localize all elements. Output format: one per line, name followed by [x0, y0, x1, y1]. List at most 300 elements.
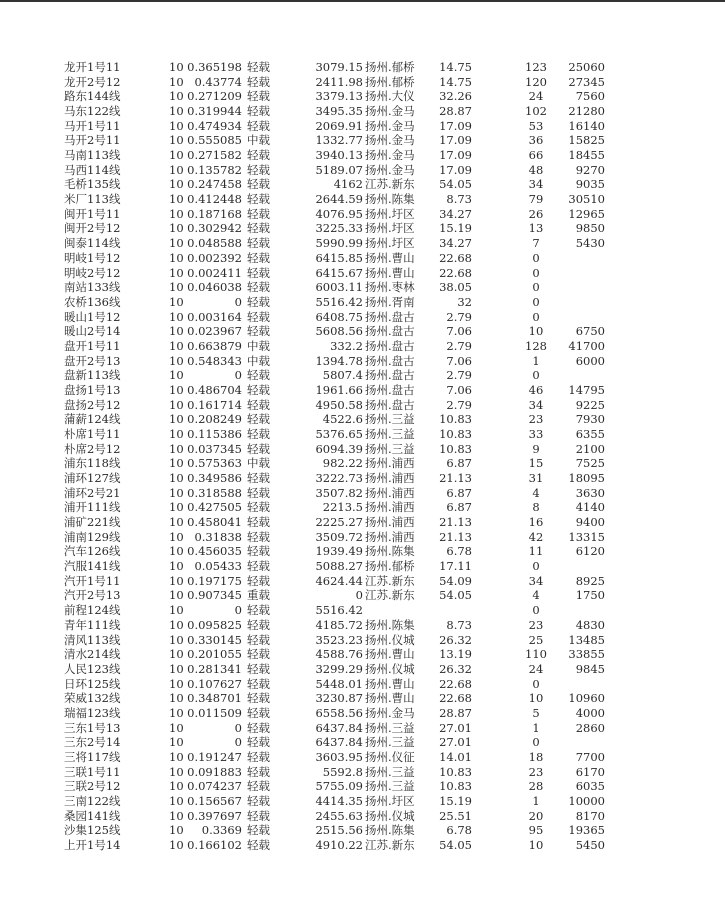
voltage-cell: 10: [169, 441, 184, 456]
voltage-cell: 10: [169, 676, 184, 691]
distance-cell: 8.73: [446, 192, 472, 207]
load-rate-cell: 0.135782: [187, 162, 242, 177]
line-name-cell: 朴席1号11: [64, 427, 121, 441]
capacity-cell: 7560: [575, 89, 605, 104]
load-rate-cell: 0.271209: [187, 89, 242, 104]
voltage-cell: 10: [169, 177, 184, 192]
voltage-cell: 10: [169, 588, 184, 603]
load-rate-cell: 0.247458: [187, 177, 242, 192]
count-cell: 20: [528, 808, 544, 823]
table-row: [0, 471, 725, 486]
distance-cell: 10.83: [439, 412, 472, 427]
table-row: [0, 368, 725, 383]
count-cell: 25: [528, 632, 544, 647]
count-cell: 0: [532, 603, 540, 618]
table-row: [0, 251, 725, 266]
distance-cell: 17.09: [439, 148, 472, 163]
table-row: [0, 207, 725, 222]
count-cell: 11: [528, 544, 544, 559]
voltage-cell: 10: [169, 720, 184, 735]
capacity-margin-cell: 6558.56: [315, 705, 363, 720]
capacity-cell: 9270: [575, 162, 605, 177]
count-cell: 1: [532, 720, 540, 735]
substation-cell: 江苏.新东: [365, 838, 415, 853]
count-cell: 10: [528, 324, 544, 339]
substation-cell: 扬州.盘古: [365, 397, 415, 412]
capacity-margin-cell: 2455.63: [315, 808, 363, 823]
load-rate-cell: 0.166102: [187, 838, 242, 853]
load-rate-cell: 0.201055: [187, 647, 242, 662]
capacity-cell: 4140: [575, 500, 605, 515]
count-cell: 4: [532, 485, 540, 500]
capacity-margin-cell: 3222.73: [315, 471, 363, 486]
voltage-cell: 10: [169, 221, 184, 236]
table-row: [0, 295, 725, 310]
table-row: [0, 750, 725, 765]
distance-cell: 2.79: [446, 397, 472, 412]
load-status-cell: 轻载: [247, 705, 270, 720]
capacity-cell: 6750: [575, 324, 605, 339]
load-status-cell: 轻载: [247, 676, 270, 691]
voltage-cell: 10: [169, 133, 184, 148]
load-status-cell: 中载: [247, 133, 270, 148]
substation-cell: 扬州.金马: [365, 162, 415, 177]
count-cell: 66: [528, 148, 544, 163]
capacity-cell: 33855: [568, 647, 605, 662]
line-name-cell: 桑园141线: [64, 808, 121, 823]
capacity-margin-cell: 6094.39: [315, 441, 363, 456]
load-rate-cell: 0.156567: [187, 794, 242, 808]
substation-cell: 扬州.枣林: [365, 280, 415, 295]
count-cell: 5: [532, 705, 540, 720]
substation-cell: 扬州.圩区: [365, 206, 415, 221]
load-rate-cell: 0.037345: [187, 441, 242, 456]
load-rate-cell: 0: [234, 368, 242, 383]
table-row: [0, 691, 725, 706]
load-rate-cell: 0: [234, 603, 242, 618]
line-name-cell: 清风113线: [64, 632, 121, 647]
line-name-cell: 上开1号14: [64, 838, 121, 853]
load-status-cell: 轻载: [247, 691, 270, 706]
line-name-cell: 南站133线: [64, 280, 121, 295]
substation-cell: 扬州.三益: [365, 764, 415, 779]
count-cell: 0: [532, 368, 540, 383]
line-name-cell: 马东122线: [64, 104, 121, 119]
voltage-cell: 10: [169, 118, 184, 133]
count-cell: 23: [528, 617, 544, 632]
voltage-cell: 10: [169, 647, 184, 662]
load-status-cell: 轻载: [247, 221, 270, 236]
distance-cell: 22.68: [439, 676, 472, 691]
substation-cell: 扬州.曹山: [365, 265, 415, 280]
voltage-cell: 10: [169, 544, 184, 559]
voltage-cell: 10: [169, 691, 184, 706]
capacity-margin-cell: 4414.35: [315, 794, 363, 808]
substation-cell: 扬州.仪城: [365, 808, 415, 823]
line-name-cell: 米厂113线: [64, 192, 121, 207]
substation-cell: 扬州.曹山: [365, 676, 415, 691]
table-row: [0, 838, 725, 853]
count-cell: 33: [528, 427, 544, 441]
capacity-margin-cell: 4076.95: [315, 206, 363, 221]
table-row: [0, 177, 725, 192]
capacity-cell: 27345: [568, 74, 605, 89]
capacity-cell: 2100: [575, 441, 605, 456]
substation-cell: 扬州.郁桥: [365, 74, 415, 89]
count-cell: 102: [525, 104, 547, 119]
capacity-cell: 41700: [568, 338, 605, 353]
substation-cell: 扬州.盘古: [365, 338, 415, 353]
load-status-cell: 轻载: [247, 559, 270, 574]
substation-cell: 江苏.新东: [365, 588, 415, 603]
table-row: [0, 133, 725, 148]
line-name-cell: 人民123线: [64, 661, 121, 676]
line-name-cell: 三东2号14: [64, 735, 121, 750]
count-cell: 31: [528, 471, 544, 486]
load-rate-cell: 0.048588: [187, 236, 242, 251]
capacity-margin-cell: 5376.65: [315, 427, 363, 441]
substation-cell: 扬州.陈集: [365, 823, 415, 838]
voltage-cell: 10: [169, 603, 184, 618]
voltage-cell: 10: [169, 338, 184, 353]
table-row: [0, 236, 725, 251]
capacity-cell: 5450: [575, 838, 605, 853]
capacity-margin-cell: 6437.84: [315, 735, 363, 750]
substation-cell: 扬州.金马: [365, 705, 415, 720]
substation-cell: 扬州.圩区: [365, 221, 415, 236]
distance-cell: 13.19: [439, 647, 472, 662]
substation-cell: 扬州.胥南: [365, 294, 415, 309]
voltage-cell: 10: [169, 60, 184, 74]
substation-cell: 扬州.仪征: [365, 749, 415, 764]
distance-cell: 7.06: [446, 382, 472, 397]
table-row: [0, 677, 725, 692]
distance-cell: 14.75: [439, 74, 472, 89]
table-row: [0, 735, 725, 750]
line-name-cell: 日环125线: [64, 676, 121, 691]
count-cell: 36: [528, 133, 544, 148]
load-rate-cell: 0.3369: [201, 823, 242, 838]
substation-cell: 扬州.浦西: [365, 485, 415, 500]
line-name-cell: 沙集125线: [64, 823, 121, 838]
capacity-margin-cell: 3230.87: [315, 691, 363, 706]
capacity-cell: 6000: [575, 353, 605, 368]
table-row: [0, 163, 725, 178]
substation-cell: 扬州.金马: [365, 104, 415, 119]
voltage-cell: 10: [169, 162, 184, 177]
load-rate-cell: 0: [234, 294, 242, 309]
load-status-cell: 轻载: [247, 206, 270, 221]
line-name-cell: 三将117线: [64, 749, 121, 764]
capacity-cell: 10960: [568, 691, 605, 706]
substation-cell: 扬州.浦西: [365, 529, 415, 544]
voltage-cell: 10: [169, 397, 184, 412]
capacity-margin-cell: 1332.77: [315, 133, 363, 148]
capacity-margin-cell: 982.22: [322, 456, 363, 471]
load-status-cell: 轻载: [247, 485, 270, 500]
count-cell: 10: [528, 838, 544, 853]
line-name-cell: 汽开2号13: [64, 588, 121, 603]
distance-cell: 10.83: [439, 427, 472, 441]
capacity-margin-cell: 3225.33: [315, 221, 363, 236]
load-status-cell: 轻载: [247, 617, 270, 632]
distance-cell: 17.09: [439, 118, 472, 133]
table-row: [0, 310, 725, 325]
distance-cell: 6.78: [446, 544, 472, 559]
voltage-cell: 10: [169, 471, 184, 486]
load-rate-cell: 0.348701: [187, 691, 242, 706]
line-name-cell: 浦开111线: [64, 500, 121, 515]
substation-cell: 扬州.盘古: [365, 324, 415, 339]
distance-cell: 14.75: [439, 60, 472, 74]
table-row: [0, 486, 725, 501]
capacity-cell: 6170: [575, 764, 605, 779]
capacity-margin-cell: 5592.8: [322, 764, 363, 779]
load-status-cell: 中载: [247, 456, 270, 471]
line-name-cell: 明岐2号12: [64, 265, 121, 280]
capacity-cell: 19365: [568, 823, 605, 838]
voltage-cell: 10: [169, 779, 184, 794]
load-rate-cell: 0.349586: [187, 471, 242, 486]
count-cell: 34: [528, 397, 544, 412]
line-name-cell: 朴席2号12: [64, 441, 121, 456]
distance-cell: 28.87: [439, 104, 472, 119]
substation-cell: 扬州.曹山: [365, 691, 415, 706]
count-cell: 0: [532, 294, 540, 309]
table-row: [0, 706, 725, 721]
substation-cell: 扬州.三益: [365, 441, 415, 456]
substation-cell: 扬州.浦西: [365, 471, 415, 486]
voltage-cell: 10: [169, 148, 184, 163]
count-cell: 0: [532, 280, 540, 295]
load-rate-cell: 0.575363: [187, 456, 242, 471]
distance-cell: 7.06: [446, 353, 472, 368]
voltage-cell: 10: [169, 456, 184, 471]
line-name-cell: 毛桥135线: [64, 177, 121, 192]
load-rate-cell: 0: [234, 720, 242, 735]
load-status-cell: 轻载: [247, 838, 270, 853]
capacity-margin-cell: 2225.27: [315, 515, 363, 530]
load-rate-cell: 0.474934: [187, 118, 242, 133]
capacity-cell: 12965: [568, 206, 605, 221]
capacity-margin-cell: 4522.6: [322, 412, 363, 427]
line-name-cell: 龙开1号11: [64, 60, 121, 74]
count-cell: 23: [528, 764, 544, 779]
distance-cell: 10.83: [439, 779, 472, 794]
capacity-cell: 7525: [575, 456, 605, 471]
capacity-cell: 15825: [568, 133, 605, 148]
table-row: [0, 280, 725, 295]
distance-cell: 8.73: [446, 617, 472, 632]
capacity-cell: 7700: [575, 749, 605, 764]
line-name-cell: 闽开2号12: [64, 221, 121, 236]
voltage-cell: 10: [169, 735, 184, 750]
table-row: [0, 383, 725, 398]
distance-cell: 21.13: [439, 529, 472, 544]
load-status-cell: 中载: [247, 338, 270, 353]
load-status-cell: 轻载: [247, 280, 270, 295]
capacity-cell: 21280: [568, 104, 605, 119]
capacity-margin-cell: 2069.91: [315, 118, 363, 133]
substation-cell: 扬州.盘古: [365, 309, 415, 324]
load-rate-cell: 0.365198: [187, 60, 242, 74]
count-cell: 28: [528, 779, 544, 794]
line-name-cell: 路东144线: [64, 89, 121, 104]
capacity-cell: 3630: [575, 485, 605, 500]
line-name-cell: 暖山2号14: [64, 324, 121, 339]
capacity-margin-cell: 6003.11: [315, 280, 363, 295]
table-row: [0, 779, 725, 794]
count-cell: 110: [525, 647, 547, 662]
capacity-cell: 6120: [575, 544, 605, 559]
voltage-cell: 10: [169, 324, 184, 339]
capacity-cell: 8925: [575, 573, 605, 588]
table-row: [0, 192, 725, 207]
count-cell: 1: [532, 353, 540, 368]
count-cell: 79: [528, 192, 544, 207]
load-status-cell: 轻载: [247, 60, 270, 74]
distance-cell: 6.87: [446, 485, 472, 500]
count-cell: 9: [532, 441, 540, 456]
load-rate-cell: 0.191247: [187, 749, 242, 764]
load-status-cell: 轻载: [247, 177, 270, 192]
capacity-margin-cell: 4162: [333, 177, 363, 192]
load-rate-cell: 0.046038: [187, 280, 242, 295]
distance-cell: 54.05: [439, 838, 472, 853]
count-cell: 128: [525, 338, 547, 353]
capacity-cell: 14795: [568, 382, 605, 397]
load-rate-cell: 0.43774: [194, 74, 242, 89]
capacity-margin-cell: 2213.5: [322, 500, 363, 515]
capacity-margin-cell: 5088.27: [315, 559, 363, 574]
distance-cell: 17.09: [439, 133, 472, 148]
load-status-cell: 轻载: [247, 250, 270, 265]
load-rate-cell: 0.115386: [187, 427, 242, 441]
load-rate-cell: 0.003164: [187, 309, 242, 324]
capacity-margin-cell: 5608.56: [315, 324, 363, 339]
count-cell: 24: [528, 661, 544, 676]
line-name-cell: 三东1号13: [64, 720, 121, 735]
count-cell: 0: [532, 676, 540, 691]
table-row: [0, 618, 725, 633]
line-name-cell: 汽服141线: [64, 559, 121, 574]
load-rate-cell: 0.330145: [187, 632, 242, 647]
load-status-cell: 轻载: [247, 794, 270, 808]
substation-cell: 扬州.圩区: [365, 794, 415, 808]
table-row: [0, 574, 725, 589]
load-status-cell: 轻载: [247, 427, 270, 441]
line-name-cell: 清水214线: [64, 647, 121, 662]
voltage-cell: 10: [169, 559, 184, 574]
load-status-cell: 轻载: [247, 397, 270, 412]
table-row: [0, 765, 725, 780]
distance-cell: 17.09: [439, 162, 472, 177]
count-cell: 15: [528, 456, 544, 471]
capacity-margin-cell: 4185.72: [315, 617, 363, 632]
capacity-cell: 8170: [575, 808, 605, 823]
table-row: [0, 339, 725, 354]
line-name-cell: 闽泰114线: [64, 236, 121, 251]
line-name-cell: 前程124线: [64, 603, 121, 618]
table-row: [0, 89, 725, 104]
table-row: [0, 119, 725, 134]
capacity-margin-cell: 1394.78: [315, 353, 363, 368]
distance-cell: 34.27: [439, 206, 472, 221]
count-cell: 34: [528, 573, 544, 588]
table-row: [0, 266, 725, 281]
line-name-cell: 浦南129线: [64, 529, 121, 544]
load-status-cell: 轻载: [247, 808, 270, 823]
substation-cell: 扬州.陈集: [365, 192, 415, 207]
voltage-cell: 10: [169, 74, 184, 89]
table-row: [0, 823, 725, 838]
capacity-cell: 6035: [575, 779, 605, 794]
capacity-margin-cell: 4624.44: [315, 573, 363, 588]
distance-cell: 54.05: [439, 588, 472, 603]
capacity-cell: 9225: [575, 397, 605, 412]
table-row: [0, 809, 725, 824]
capacity-margin-cell: 2411.98: [315, 74, 363, 89]
line-name-cell: 浦环2号21: [64, 485, 121, 500]
load-status-cell: 轻载: [247, 573, 270, 588]
count-cell: 1: [532, 794, 540, 808]
load-rate-cell: 0.091883: [187, 764, 242, 779]
load-status-cell: 轻载: [247, 632, 270, 647]
line-name-cell: 盘扬1号13: [64, 382, 121, 397]
table-row: [0, 442, 725, 457]
capacity-margin-cell: 3379.13: [315, 89, 363, 104]
distance-cell: 2.79: [446, 368, 472, 383]
load-status-cell: 轻载: [247, 544, 270, 559]
load-rate-cell: 0.023967: [187, 324, 242, 339]
capacity-margin-cell: 5189.07: [315, 162, 363, 177]
line-name-cell: 农桥136线: [64, 294, 121, 309]
load-status-cell: 轻载: [247, 603, 270, 618]
substation-cell: 江苏.新东: [365, 573, 415, 588]
substation-cell: 扬州.浦西: [365, 515, 415, 530]
voltage-cell: 10: [169, 749, 184, 764]
line-name-cell: 荣威132线: [64, 691, 121, 706]
capacity-margin-cell: 4950.58: [315, 397, 363, 412]
load-status-cell: 中载: [247, 353, 270, 368]
load-status-cell: 轻载: [247, 192, 270, 207]
load-rate-cell: 0.208249: [187, 412, 242, 427]
voltage-cell: 10: [169, 294, 184, 309]
line-name-cell: 暖山1号12: [64, 309, 121, 324]
capacity-margin-cell: 5448.01: [315, 676, 363, 691]
capacity-margin-cell: 6415.67: [315, 265, 363, 280]
capacity-cell: 13485: [568, 632, 605, 647]
capacity-cell: 9845: [575, 661, 605, 676]
capacity-cell: 18455: [568, 148, 605, 163]
distance-cell: 14.01: [439, 749, 472, 764]
capacity-cell: 4000: [575, 705, 605, 720]
voltage-cell: 10: [169, 632, 184, 647]
voltage-cell: 10: [169, 617, 184, 632]
load-rate-cell: 0.318588: [187, 485, 242, 500]
capacity-margin-cell: 5807.4: [322, 368, 363, 383]
count-cell: 0: [532, 250, 540, 265]
line-name-cell: 蒲薪124线: [64, 412, 121, 427]
load-rate-cell: 0: [234, 735, 242, 750]
substation-cell: 扬州.大仪: [365, 89, 415, 104]
distance-cell: 54.09: [439, 573, 472, 588]
substation-cell: 扬州.曹山: [365, 647, 415, 662]
voltage-cell: 10: [169, 500, 184, 515]
load-status-cell: 轻载: [247, 515, 270, 530]
distance-cell: 26.32: [439, 661, 472, 676]
load-rate-cell: 0.271582: [187, 148, 242, 163]
